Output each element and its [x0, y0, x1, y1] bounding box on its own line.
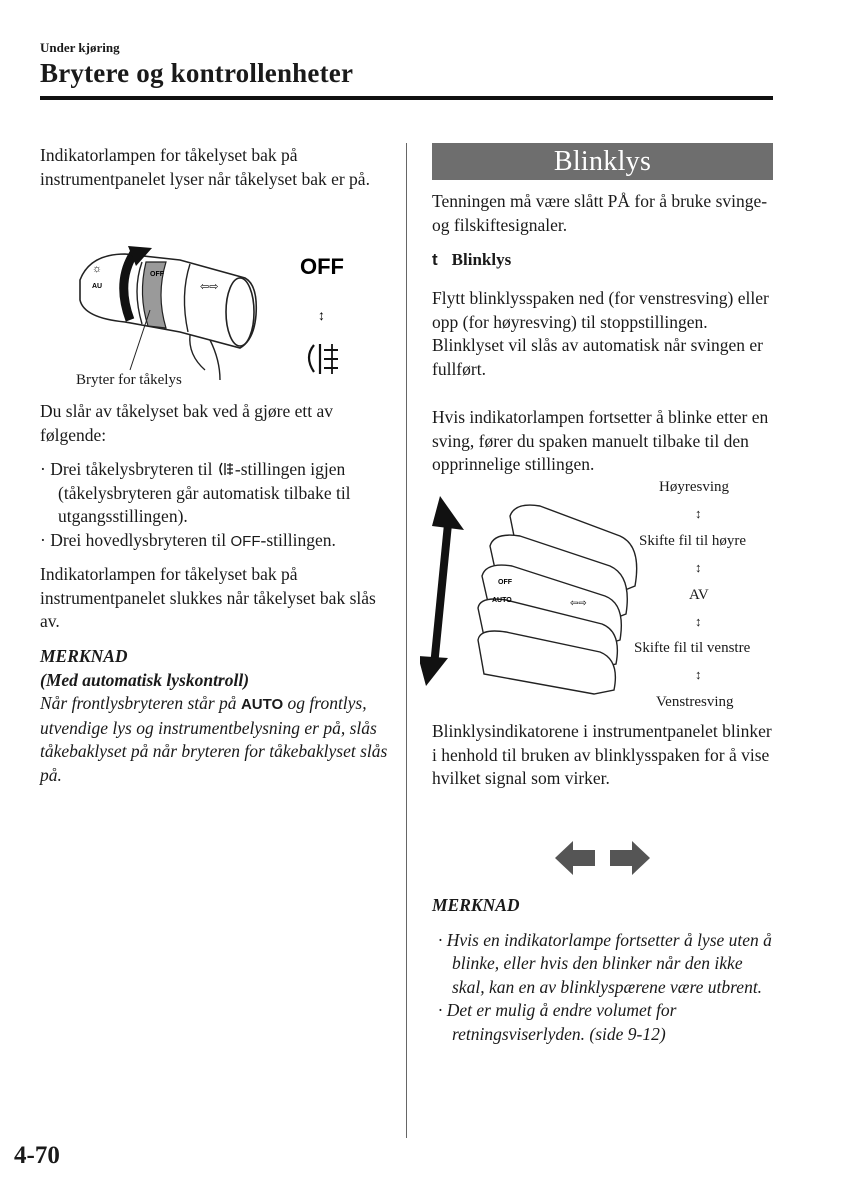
right-paragraph-2: Hvis indikatorlampen fortsetter å blinke etter en sving, fører du spaken manuelt tilbake til den opprinnelige stillingen.: [432, 407, 769, 474]
svg-text:OFF: OFF: [300, 254, 344, 279]
svg-text:⇦⇨: ⇦⇨: [570, 598, 587, 609]
turn-arrows-icon: [555, 840, 650, 876]
left-paragraph-2: Du slår av tåkelyset bak ved å gjøre ett av følgende:: [40, 401, 334, 445]
right-paragraph-3: Blinklysindikatorene i instrumentpanelet blinker i henhold til bruken av blinklysspaken for å vise hvilket signal som virker.: [432, 721, 772, 788]
svg-text:AUTO: AUTO: [492, 597, 512, 604]
signal-label-right-turn: Høyresving: [659, 479, 729, 495]
section-title-bar: Blinklys: [432, 143, 773, 180]
column-divider: [406, 143, 407, 1138]
turn-indicator-icons: [555, 840, 650, 876]
updown-arrow-icon: ↕: [695, 560, 702, 575]
page-title: Brytere og kontrollenheter: [40, 58, 354, 88]
note-title: MERKNAD: [40, 646, 128, 666]
svg-text:↕: ↕: [318, 307, 325, 323]
svg-text:⇦⇨: ⇦⇨: [200, 281, 219, 293]
left-paragraph-3: Indikatorlampen for tåkelyset bak på instrumentpanelet slukkes når tåkelyset bak slås av.: [40, 564, 376, 631]
right-note: [432, 894, 777, 1046]
fog-switch-caption: Bryter for tåkelys: [76, 372, 182, 388]
page-number: 4-70: [14, 1142, 60, 1169]
turn-signal-figure: [420, 476, 775, 716]
left-paragraph-1: Indikatorlampen for tåkelyset bak på instrumentpanelet lyser når tåkelyset bak er på.: [40, 145, 370, 189]
signal-label-lane-left: Skifte fil til venstre: [634, 640, 751, 656]
svg-text:☼: ☼: [92, 263, 103, 275]
updown-arrow-icon: ↕: [695, 667, 702, 682]
header-rule: [40, 96, 773, 100]
list-item: · Drei hovedlysbryteren til OFF-stillingen.: [40, 529, 336, 550]
note-title: MERKNAD: [432, 895, 520, 915]
signal-label-off: AV: [689, 587, 709, 603]
sub-heading: t Blinklys: [432, 250, 512, 269]
right-paragraph-1: Flytt blinklysspaken ned (for venstresving) eller opp (for høyresving) til stoppstillingen. Blinklyset vil slås av automatisk når svingen er fullført.: [432, 288, 769, 379]
header-section: Under kjøring: [40, 40, 120, 55]
signal-label-lane-right: Skifte fil til høyre: [639, 533, 747, 549]
fog-light-switch-figure: [70, 240, 390, 395]
updown-arrow-icon: ↕: [695, 614, 702, 629]
sub-heading-marker: t: [432, 250, 438, 269]
right-intro: Tenningen må være slått PÅ for å bruke svinge- og filskiftesignaler.: [432, 191, 768, 235]
turn-signal-lever-illustration: [420, 496, 640, 711]
fog-light-icon: [217, 461, 235, 477]
list-item: · Det er mulig å endre volumet for retningsviserlyden. (side 9-12): [438, 1000, 677, 1044]
left-note: [40, 645, 392, 787]
note-text: Når frontlysbryteren står på AUTO og frontlys, utvendige lys og instrumentbelysning er på, slås tåkebaklyset på når bryteren for tåkebaklyset slås på.: [40, 693, 388, 785]
svg-text:OFF: OFF: [150, 271, 164, 278]
list-item: · Hvis en indikatorlampe fortsetter å lyse uten å blinke, eller hvis den blinker når den ikke skal, kan en av blinklyspærene være utbrent.: [438, 929, 772, 997]
list-item: · Drei tåkelysbryteren til -stillingen igjen (tåkelysbryteren går automatisk tilbake til utgangsstillingen).: [40, 459, 351, 526]
svg-text:OFF: OFF: [498, 579, 512, 586]
note-subtitle: (Med automatisk lyskontroll): [40, 669, 250, 690]
updown-arrow-icon: ↕: [695, 506, 702, 521]
signal-label-left-turn: Venstresving: [656, 694, 734, 710]
svg-text:AU: AU: [92, 283, 103, 290]
left-bullets: [40, 458, 392, 553]
